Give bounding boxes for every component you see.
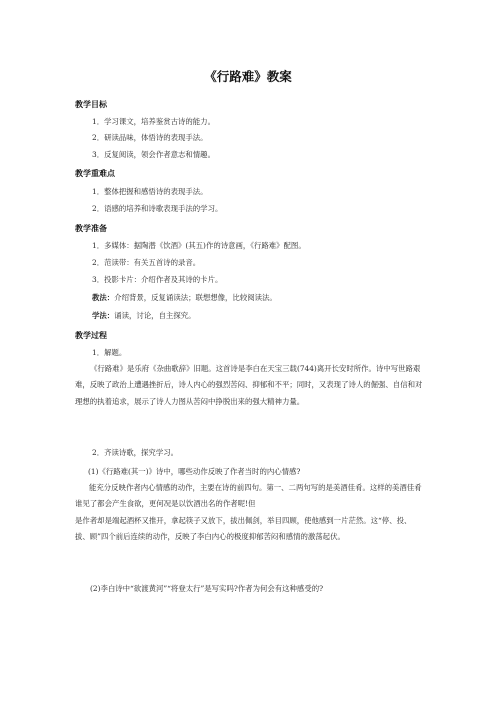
- learning-method-text: 诵读，讨论，自主探究。: [114, 311, 196, 320]
- heading-objectives: 教学目标: [75, 100, 107, 109]
- teaching-method-text: 介绍背景，反复诵读法；联想想像，比较阅读法。: [114, 293, 277, 302]
- heading-process: 教学过程: [75, 331, 107, 340]
- objective-item-1: 1．学习课文，培养鉴赏古诗的能力。: [92, 117, 215, 126]
- key-point-item-1: 1．整体把握和感悟诗的表现手法。: [92, 187, 208, 196]
- teaching-method: [92, 292, 277, 303]
- objective-item-2: 2．研读品味，体悟诗的表现手法。: [92, 133, 208, 142]
- heading-preparation: 教学准备: [75, 224, 107, 233]
- preparation-item-2: 2．范读带：有关五首诗的录音。: [92, 258, 201, 267]
- process-step-1: 1．解题。: [92, 348, 127, 357]
- teaching-method-label: 教法：: [92, 293, 115, 302]
- process-step-2: 2．齐读诗歌，探究学习。: [92, 448, 179, 457]
- answer-1-part-1-text: 能充分反映作者内心情感的动作，主要在诗的前四句。第一、二两句写的是美酒佳肴。这样的美酒佳肴谁见了都会产生食欲，更何况是以饮酒出名的作者呢!但: [75, 483, 422, 509]
- learning-method: [92, 310, 196, 321]
- preparation-item-3: 3．投影卡片：介绍作者及其诗的卡片。: [92, 275, 223, 284]
- answer-1-part-2-text: 是作者却是端起酒杯又推开，拿起筷子又放下，拔出佩剑，举目四顾，使他感到一片茫然。这“停、投、拔、顾”四个前后连续的动作，反映了李白内心的极度抑郁苦闷和感情的激荡起伏。: [75, 516, 412, 542]
- heading-key-points: 教学重难点: [75, 169, 115, 178]
- process-intro-paragraph: [75, 361, 425, 410]
- learning-method-label: 学法：: [92, 311, 115, 320]
- preparation-item-1: 1．多媒体：据陶潜《饮酒》(其五)作的诗意画，《行路难》配图。: [92, 241, 306, 250]
- key-point-item-2: 2．语感的培养和诗歌表现手法的学习。: [92, 204, 223, 213]
- answer-1-part-1: [75, 480, 425, 513]
- question-1: (1)《行路难(其一)》诗中，哪些动作反映了作者当时的内心情感?: [88, 467, 301, 476]
- answer-1-part-2: [75, 513, 425, 546]
- page-title: 《行路难》教案: [204, 69, 292, 84]
- process-intro-text: 《行路难》是乐府《杂曲歌辞》旧题。这首诗是李白在天宝三载(744)离开长安时所作。诗中写世路艰难，反映了政治上遭遇挫折后，诗人内心的强烈苦闷、抑郁和不平；同时，又表现了诗人的倔强、自信和对理想的执着追求，展示了诗人力图从苦闷中挣脱出来的强大精神力量。: [75, 364, 423, 406]
- question-2: (2)李白诗中“欲渡黄河”“将登太行”是写实吗?作者为何会有这种感受的?: [90, 584, 324, 593]
- objective-item-3: 3．反复阅读，领会作者意志和情趣。: [92, 150, 215, 159]
